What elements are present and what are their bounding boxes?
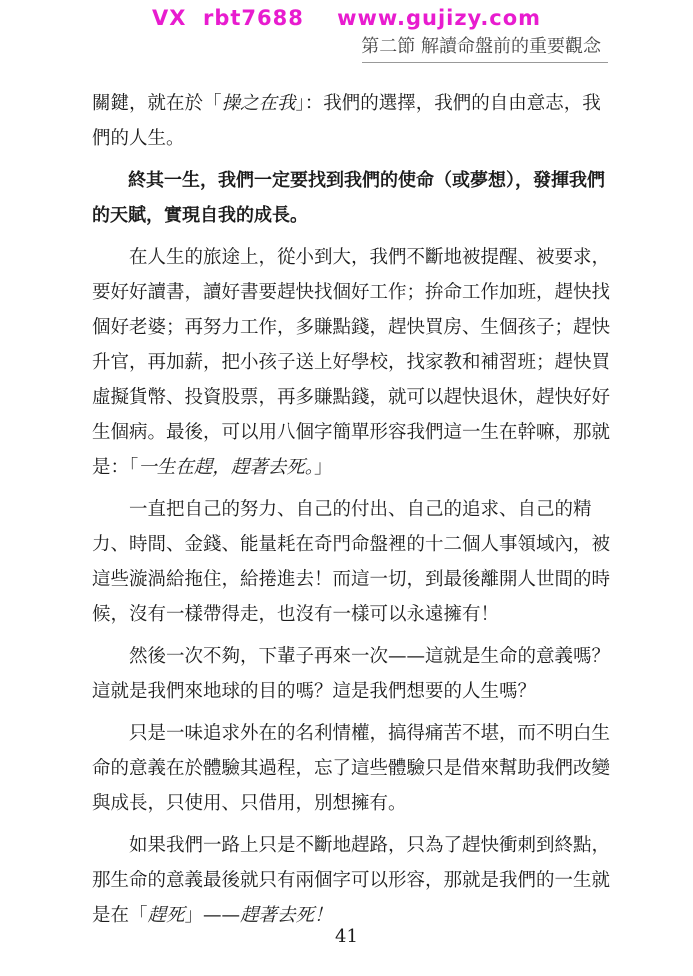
text-segment: 終其一生，我們一定要找到我們的使命（或夢想），發揮我們的天賦，實現自我的成長。 [92, 170, 605, 226]
paragraph [92, 639, 612, 709]
paragraph [92, 492, 612, 632]
text-segment: 然後一次不夠，下輩子再來一次——這就是生命的意義嗎？這就是我們來地球的目的嗎？這是我們想要的人生嗎？ [92, 646, 611, 702]
text-segment: 」—— [184, 905, 241, 926]
paragraph [92, 828, 612, 933]
text-segment: 在人生的旅途上，從小到大，我們不斷地被提醒、被要求，要好好讀書，讀好書要趕快找個好工作；拚命工作加班，趕快找個好老婆；再努力工作，多賺點錢，趕快買房、生個孩子；趕快升官，再加薪，把小孩子送上好學校，找家教和補習班；趕快買虛擬貨幣、投資股票，再多賺點錢，就可以趕快退休，趕快好好生個病。最後，可以用八個字簡單形容我們這一生在幹嘛，那就是：「 [92, 247, 611, 478]
paragraph [92, 86, 612, 156]
paragraph [92, 716, 612, 821]
page-number: 41 [335, 926, 358, 947]
header-rule [362, 62, 608, 63]
body-text [92, 86, 612, 940]
emphasized-quote: 趕死 [147, 905, 185, 926]
text-segment: 」 [314, 457, 333, 478]
watermark: VX rbt7688 www.gujizy.com [151, 6, 542, 30]
text-segment: 一直把自己的努力、自己的付出、自己的追求、自己的精力、時間、金錢、能量耗在奇門命盤裡的十二個人事領域內，被這些漩渦給拖住，給捲進去！而這一切，到最後離開人世間的時候，沒有一樣帶得走，也沒有一樣可以永遠擁有！ [92, 499, 611, 625]
text-segment: 只是一味追求外在的名利情權，搞得痛苦不堪，而不明白生命的意義在於體驗其過程，忘了這些體驗只是借來幫助我們改變與成長，只使用、只借用，別想擁有。 [92, 723, 611, 814]
paragraph [92, 240, 612, 485]
emphasized-quote: 操之在我 [221, 93, 296, 114]
running-header: 第二節 解讀命盤前的重要觀念 [361, 36, 601, 57]
emphasized-quote: 趕著去死！ [240, 905, 333, 926]
emphasized-quote: 一生在趕，趕著去死。 [138, 457, 315, 478]
text-segment: 」：我們的選擇，我們的自由意志，我們的人生。 [92, 93, 601, 149]
text-segment: 關鍵，就在於「 [92, 93, 222, 114]
text-segment: 如果我們一路上只是不斷地趕路，只為了趕快衝刺到終點，那生命的意義最後就只有兩個字可以形容，那就是我們的一生就是在「 [92, 835, 611, 926]
paragraph [92, 163, 612, 233]
